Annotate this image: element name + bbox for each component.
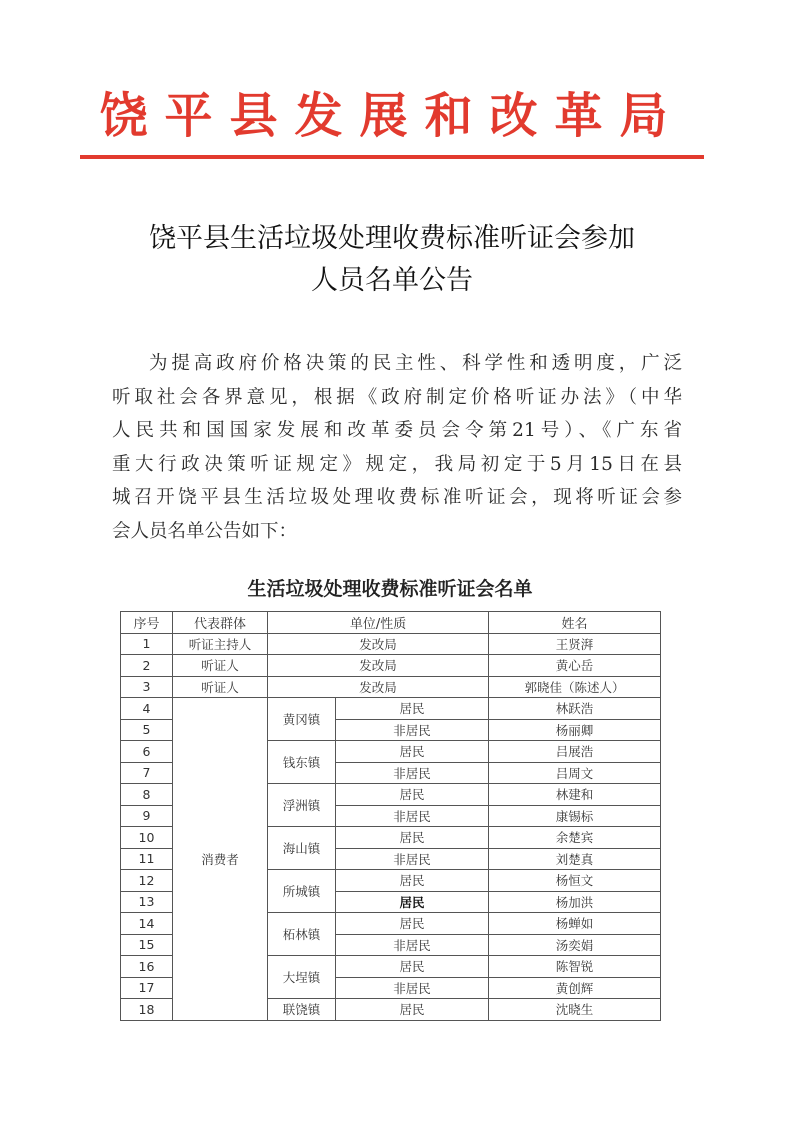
row-town: 钱东镇 xyxy=(268,741,336,784)
announcement-body xyxy=(112,347,682,548)
row-person-name: 沈晓生 xyxy=(489,999,661,1021)
row-person-name: 杨恒文 xyxy=(489,870,661,892)
row-number: 13 xyxy=(121,891,173,913)
row-number: 12 xyxy=(121,870,173,892)
table-row xyxy=(121,655,661,677)
row-number: 1 xyxy=(121,633,173,655)
row-resident-type: 居民 xyxy=(336,827,489,849)
row-person-name: 杨加洪 xyxy=(489,891,661,913)
row-resident-type: 居民 xyxy=(336,784,489,806)
participant-table xyxy=(120,611,661,1021)
row-resident-type: 居民 xyxy=(336,999,489,1021)
row-resident-type: 非居民 xyxy=(336,934,489,956)
table-header-row xyxy=(121,612,661,634)
document-title xyxy=(80,218,704,302)
row-resident-type: 居民 xyxy=(336,698,489,720)
row-resident-type: 居民 xyxy=(336,891,489,913)
row-person-name: 林跃浩 xyxy=(489,698,661,720)
row-person-name: 陈智锐 xyxy=(489,956,661,978)
consumer-group-cell: 消费者 xyxy=(173,698,268,1021)
row-person-name: 郭晓佳（陈述人） xyxy=(489,676,661,698)
row-number: 5 xyxy=(121,719,173,741)
row-person-name: 康锡标 xyxy=(489,805,661,827)
row-group: 听证人 xyxy=(173,655,268,677)
row-person-name: 黄创辉 xyxy=(489,977,661,999)
row-number: 18 xyxy=(121,999,173,1021)
table-row xyxy=(121,676,661,698)
row-person-name: 刘楚真 xyxy=(489,848,661,870)
row-number: 14 xyxy=(121,913,173,935)
row-person-name: 林建和 xyxy=(489,784,661,806)
row-number: 4 xyxy=(121,698,173,720)
row-town: 联饶镇 xyxy=(268,999,336,1021)
body-line-1: 为提高政府价格决策的民主性、科学性和透明度，广泛 xyxy=(149,353,682,374)
table-title: 生活垃圾处理收费标准听证会名单 xyxy=(247,578,533,600)
row-person-name: 吕周文 xyxy=(489,762,661,784)
body-line-3: 人民共和国国家发展和改革委员会令第21号）、《广东省 xyxy=(112,420,682,441)
letterhead-divider xyxy=(80,155,704,159)
row-number: 16 xyxy=(121,956,173,978)
row-resident-type: 非居民 xyxy=(336,805,489,827)
row-person-name: 王贤湃 xyxy=(489,633,661,655)
row-resident-type: 居民 xyxy=(336,741,489,763)
table-row xyxy=(121,633,661,655)
row-person-name: 杨丽卿 xyxy=(489,719,661,741)
letterhead-title: 饶平县发展和改革局 xyxy=(99,88,685,144)
row-number: 6 xyxy=(121,741,173,763)
row-resident-type: 非居民 xyxy=(336,977,489,999)
row-town: 柘林镇 xyxy=(268,913,336,956)
row-person-name: 汤奕娟 xyxy=(489,934,661,956)
row-person-name: 吕展浩 xyxy=(489,741,661,763)
row-unit: 发改局 xyxy=(268,676,489,698)
body-line-4: 重大行政决策听证规定》规定，我局初定于5月15日在县 xyxy=(112,453,682,475)
row-number: 7 xyxy=(121,762,173,784)
row-person-name: 余楚宾 xyxy=(489,827,661,849)
row-unit: 发改局 xyxy=(268,633,489,655)
row-number: 10 xyxy=(121,827,173,849)
row-resident-type: 居民 xyxy=(336,956,489,978)
body-line-2: 听取社会各界意见，根据《政府制定价格听证办法》（中华 xyxy=(112,386,682,408)
row-group: 听证主持人 xyxy=(173,633,268,655)
row-resident-type: 非居民 xyxy=(336,762,489,784)
row-group: 听证人 xyxy=(173,676,268,698)
header-unit: 单位/性质 xyxy=(268,612,489,634)
row-number: 11 xyxy=(121,848,173,870)
document-title-line-2: 人员名单公告 xyxy=(311,265,473,296)
header-number: 序号 xyxy=(121,612,173,634)
table-row xyxy=(121,698,661,720)
row-resident-type: 非居民 xyxy=(336,848,489,870)
row-resident-type: 非居民 xyxy=(336,719,489,741)
row-person-name: 杨蝉如 xyxy=(489,913,661,935)
row-resident-type: 居民 xyxy=(336,870,489,892)
row-town: 大埕镇 xyxy=(268,956,336,999)
row-town: 海山镇 xyxy=(268,827,336,870)
row-number: 15 xyxy=(121,934,173,956)
header-group: 代表群体 xyxy=(173,612,268,634)
row-number: 2 xyxy=(121,655,173,677)
row-resident-type: 居民 xyxy=(336,913,489,935)
row-number: 9 xyxy=(121,805,173,827)
header-name: 姓名 xyxy=(489,612,661,634)
body-line-5: 城召开饶平县生活垃圾处理收费标准听证会，现将听证会参 xyxy=(112,487,682,508)
row-town: 浮洲镇 xyxy=(268,784,336,827)
row-number: 3 xyxy=(121,676,173,698)
document-title-line-1: 饶平县生活垃圾处理收费标准听证会参加 xyxy=(149,223,635,254)
body-line-6: 会人员名单公告如下： xyxy=(112,520,298,542)
row-number: 17 xyxy=(121,977,173,999)
row-town: 黄冈镇 xyxy=(268,698,336,741)
row-person-name: 黄心岳 xyxy=(489,655,661,677)
row-unit: 发改局 xyxy=(268,655,489,677)
row-town: 所城镇 xyxy=(268,870,336,913)
row-number: 8 xyxy=(121,784,173,806)
